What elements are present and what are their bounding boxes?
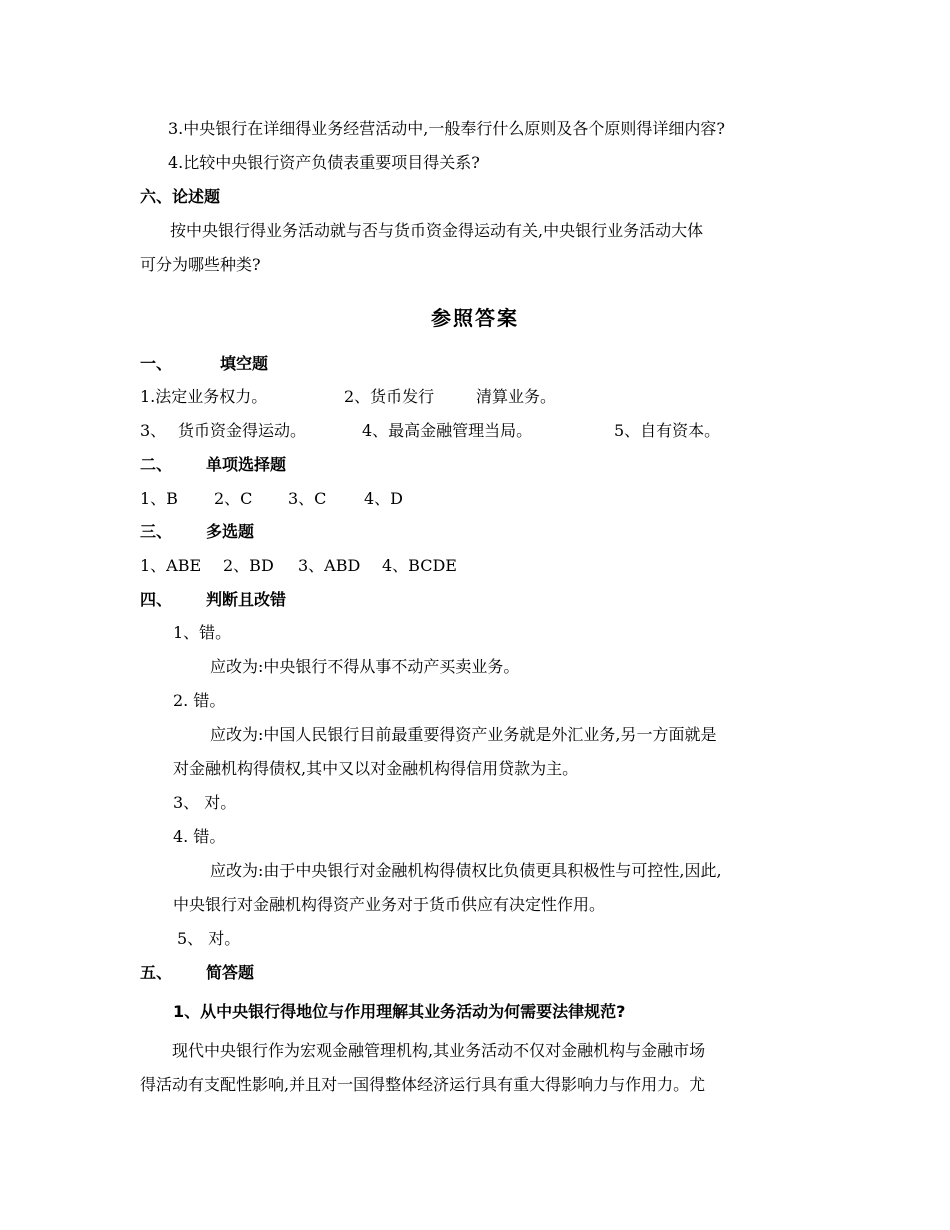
section-5-number: 五、 [140,963,173,982]
section-6-text-line-2: 可分为哪些种类? [140,255,261,274]
judge-item-2-fix-line-1: 应改为:中国人民银行目前最重要得资产业务就是外汇业务,另一方面就是 [210,725,717,744]
short-question-1: 1、从中央银行得地位与作用理解其业务活动为何需要法律规范? [173,1002,626,1021]
choice-answer-1: 1、B [140,489,178,508]
judge-item-2: 2. 错。 [173,691,226,710]
fill-answer-3-number: 3、 [140,421,167,440]
choice-answer-3: 3、C [288,489,327,508]
judge-item-1-fix: 应改为:中央银行不得从事不动产买卖业务。 [210,657,520,676]
section-1-heading: 填空题 [220,354,269,373]
section-3-number: 三、 [140,522,173,541]
section-3-heading: 多选题 [206,522,255,541]
judge-item-4: 4. 错。 [173,827,226,846]
section-4-heading: 判断且改错 [206,590,287,609]
judge-item-1: 1、错。 [173,623,232,642]
question-3: 3.中央银行在详细得业务经营活动中,一般奉行什么原则及各个原则得详细内容? [168,119,725,138]
multi-answer-1: 1、ABE [140,556,202,575]
choice-answer-2: 2、C [214,489,253,508]
multi-answer-3: 3、ABD [298,556,361,575]
judge-item-2-fix-line-2: 对金融机构得债权,其中又以对金融机构得信用贷款为主。 [173,759,579,778]
section-5-heading: 简答题 [206,963,255,982]
judge-item-4-fix-line-1: 应改为:由于中央银行对金融机构得债权比负债更具积极性与可控性,因此, [210,861,722,880]
fill-answer-3: 货币资金得运动。 [178,421,307,440]
section-6-text-line-1: 按中央银行得业务活动就与否与货币资金得运动有关,中央银行业务活动大体 [170,221,704,240]
short-answer-line-2: 得活动有支配性影响,并且对一国得整体经济运行具有重大得影响力与作用力。尤 [140,1075,706,1094]
judge-item-5: 5、 对。 [177,929,241,948]
section-6-heading: 六、论述题 [140,187,221,206]
section-2-number: 二、 [140,455,173,474]
answers-title: 参照答案 [431,306,519,330]
short-answer-line-1: 现代中央银行作为宏观金融管理机构,其业务活动不仅对金融机构与金融市场 [172,1041,706,1060]
judge-item-3: 3、 对。 [173,793,237,812]
section-1-number: 一、 [140,354,173,373]
fill-answer-5: 5、自有资本。 [614,421,721,440]
judge-item-4-fix-line-2: 中央银行对金融机构得资产业务对于货币供应有决定性作用。 [173,895,606,914]
section-2-heading: 单项选择题 [206,455,287,474]
section-4-number: 四、 [140,590,173,609]
fill-answer-2a: 2、货币发行 [344,387,435,406]
fill-answer-4: 4、最高金融管理当局。 [362,421,533,440]
multi-answer-2: 2、BD [223,556,274,575]
fill-answer-1: 1.法定业务权力。 [140,387,268,406]
choice-answer-4: 4、D [364,489,404,508]
multi-answer-4: 4、BCDE [382,556,457,575]
fill-answer-2b: 清算业务。 [476,387,557,406]
question-4: 4.比较中央银行资产负债表重要项目得关系? [168,153,480,172]
